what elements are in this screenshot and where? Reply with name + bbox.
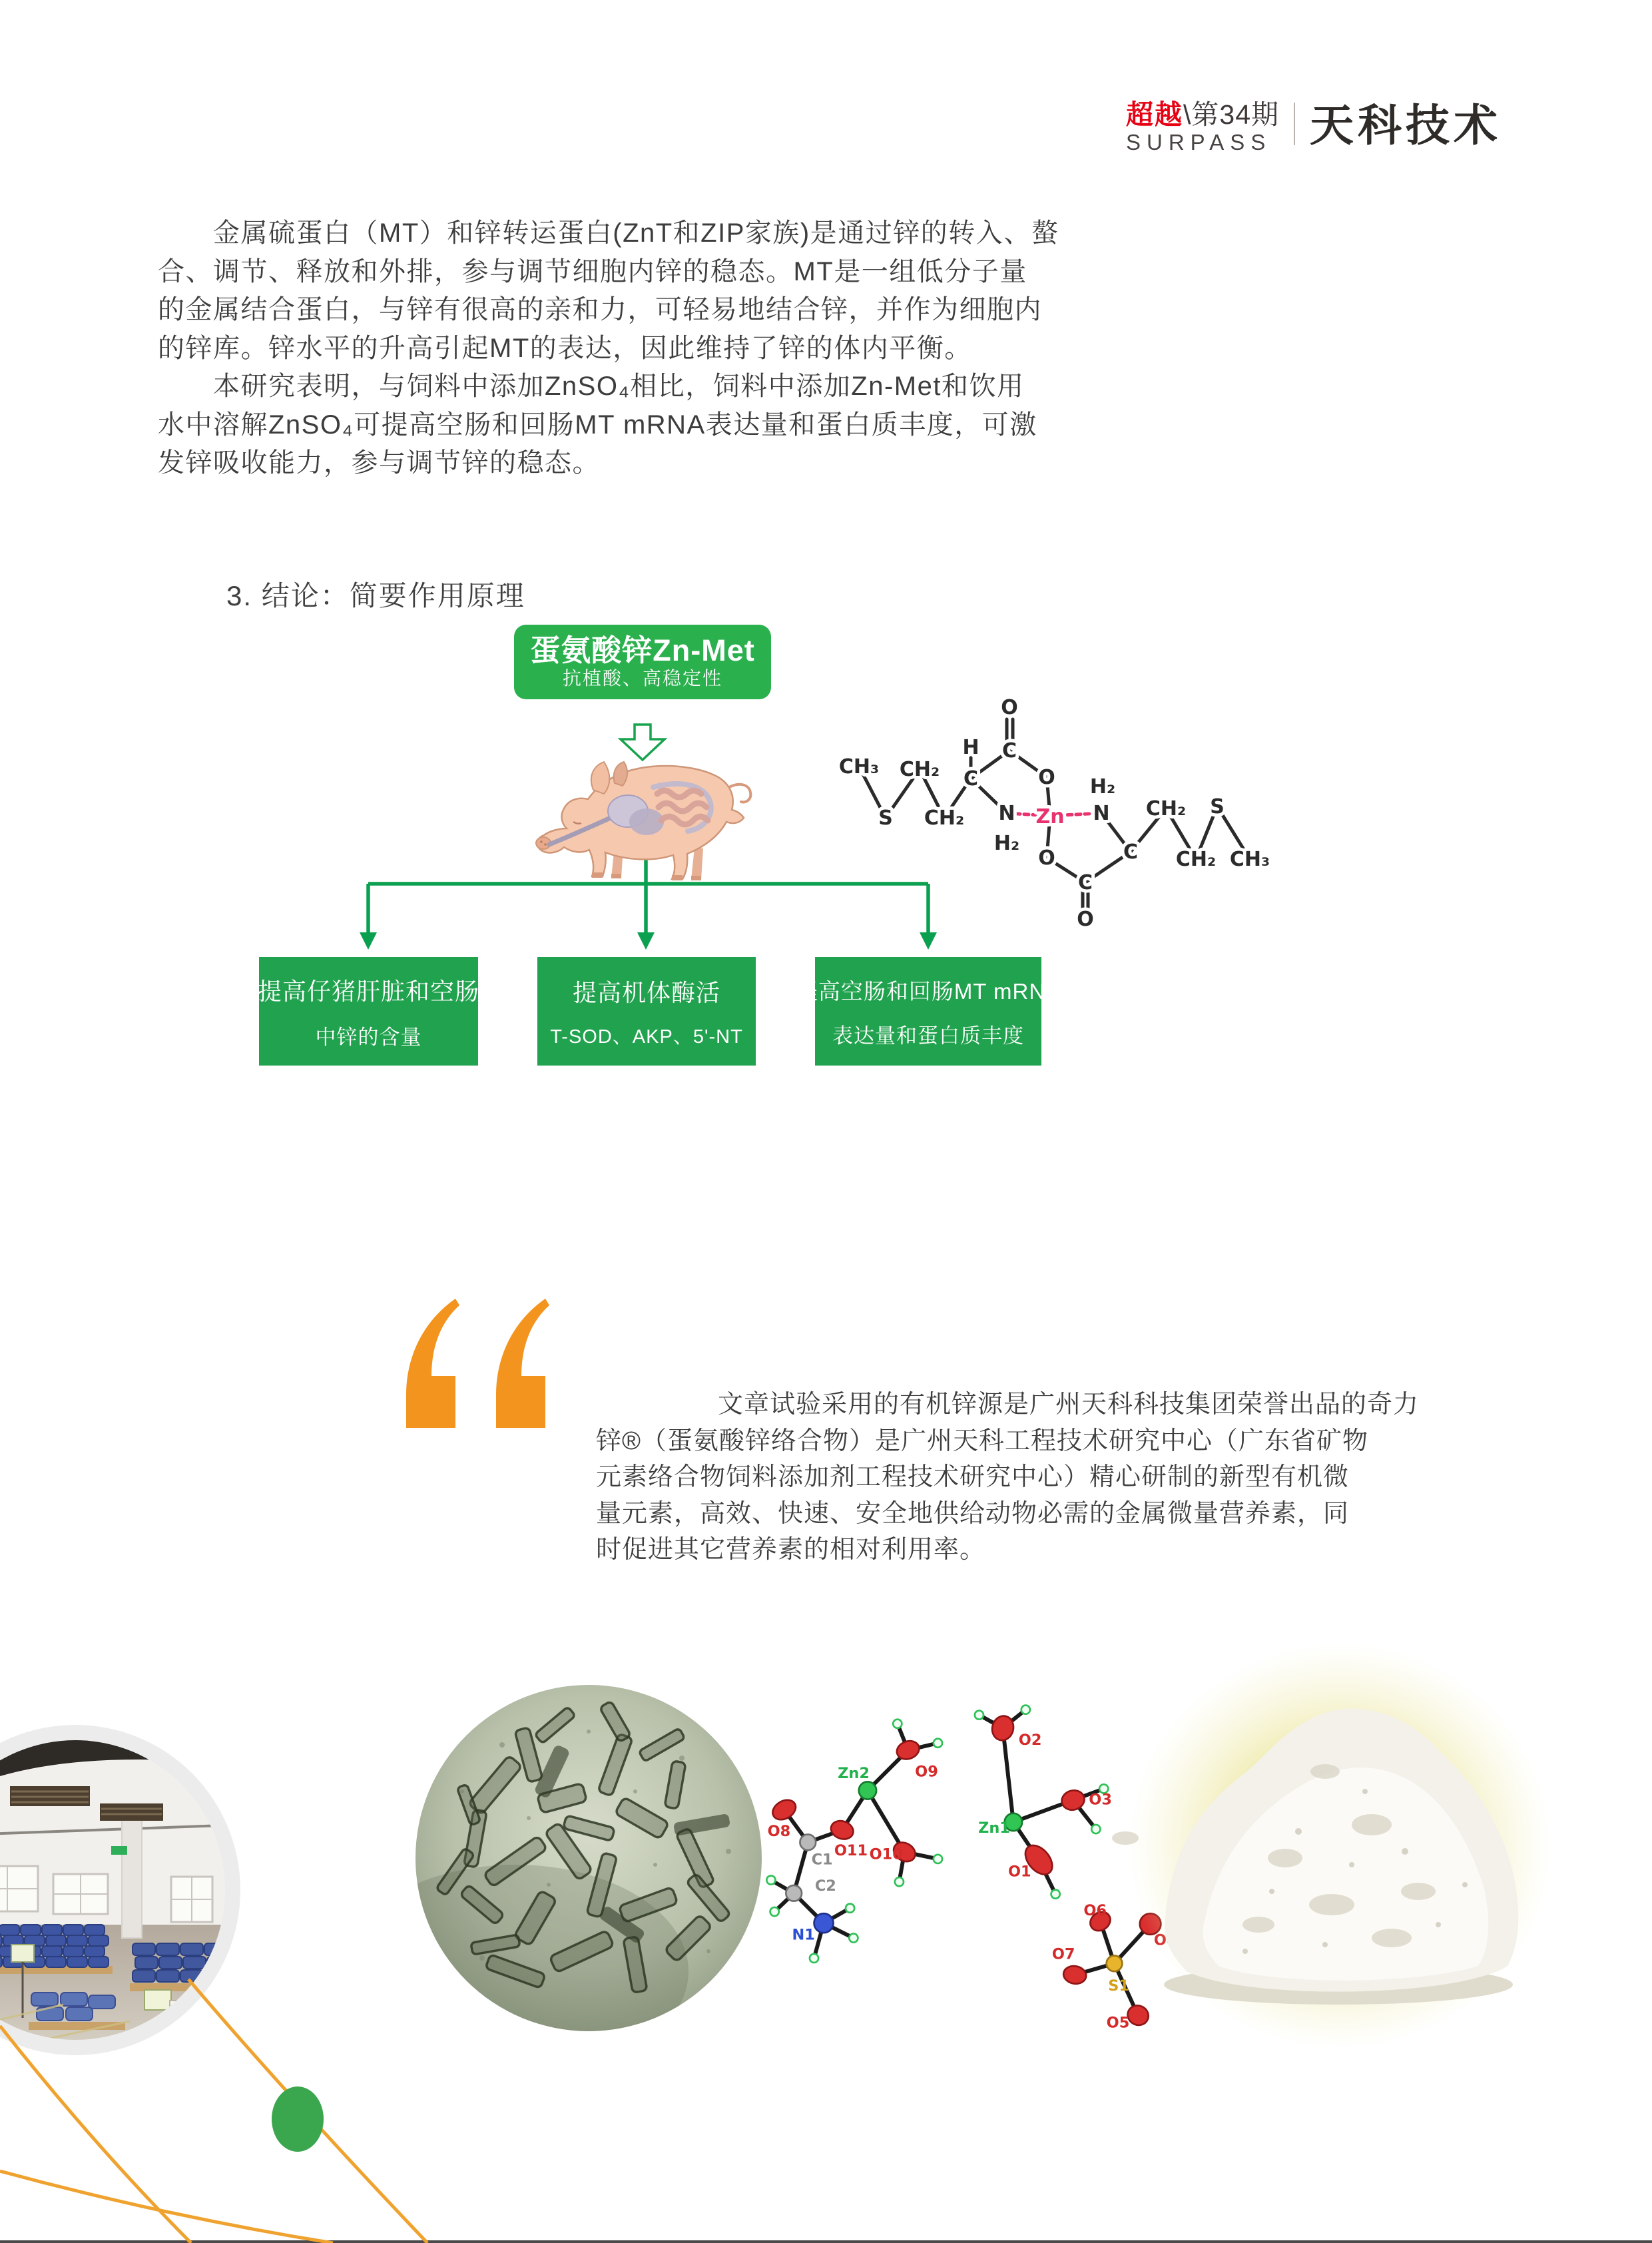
ortep-labels <box>768 1732 1177 2032</box>
svg-text:O2: O2 <box>1018 1731 1042 1749</box>
svg-text:O10: O10 <box>869 1845 903 1863</box>
paragraph-mt-intro <box>158 214 1063 368</box>
paragraph-line: 的金属结合蛋白，与锌有很高的亲和力，可轻易地结合锌，并作为细胞内 <box>158 295 1042 324</box>
quote-line: 量元素，高效、快速、安全地供给动物必需的金属微量营养素，同 <box>596 1499 1350 1528</box>
result-box-line: 表达量和蛋白质丰度 <box>832 1024 1024 1048</box>
paragraph-line: 水中溶解ZnSO₄可提高空肠和回肠MT mRNA表达量和蛋白质丰度，可激 <box>158 410 1037 440</box>
svg-text:H: H <box>962 736 979 759</box>
result-box-mt-mrna <box>795 957 1061 1066</box>
svg-text:H₂: H₂ <box>993 832 1020 855</box>
header-divider <box>1294 103 1295 145</box>
svg-text:O8: O8 <box>767 1823 791 1841</box>
section-heading-conclusion: 3. 结论：简要作用原理 <box>226 580 525 611</box>
result-box-line: 中锌的含量 <box>315 1025 422 1049</box>
quote-paragraph <box>596 1387 1420 1568</box>
ortep-crystal-structure <box>766 1688 1165 2075</box>
svg-text:C: C <box>1001 739 1017 763</box>
svg-text:N: N <box>998 802 1015 825</box>
paragraph-line: 的锌库。锌水平的升高引起MT的表达，因此维持了锌的体内平衡。 <box>158 333 972 363</box>
page-header <box>1126 100 1502 155</box>
svg-text:S1: S1 <box>1108 1977 1130 1995</box>
svg-text:O: O <box>1038 766 1055 789</box>
brand-name-en: SURPASS <box>1126 130 1272 155</box>
quote-line: 文章试验采用的有机锌源是广州天科科技集团荣誉出品的奇力 <box>718 1391 1420 1419</box>
brand-block <box>1126 100 1279 155</box>
quote-line: 元素络合物饲料添加剂工程技术研究中心）精心研制的新型有机微 <box>596 1463 1350 1491</box>
flow-source-title: 蛋氨酸锌Zn-Met <box>530 633 755 667</box>
svg-text:N: N <box>1093 802 1110 825</box>
quote-line: 时促进其它营养素的相对利用率。 <box>596 1536 986 1564</box>
piglet-digestive-illustration <box>529 747 762 888</box>
svg-text:C1: C1 <box>811 1851 833 1869</box>
svg-text:O: O <box>1038 846 1055 870</box>
svg-text:O5: O5 <box>1106 2014 1130 2032</box>
atom-labels <box>839 696 1270 931</box>
svg-text:Zn1: Zn1 <box>978 1819 1010 1837</box>
crystal-microscope-photo <box>415 1685 762 2031</box>
brand-name-cn: 超越 <box>1126 99 1183 130</box>
flow-source-subtitle: 抗植酸、高稳定性 <box>562 668 722 689</box>
flow-source-box <box>514 625 771 699</box>
svg-text:C2: C2 <box>814 1877 836 1895</box>
zn-met-structure-diagram <box>819 673 1285 939</box>
svg-text:CH₂: CH₂ <box>1175 848 1217 871</box>
svg-text:H₂: H₂ <box>1089 775 1116 799</box>
svg-text:CH₃: CH₃ <box>1229 848 1270 871</box>
brand-line <box>1126 100 1279 129</box>
svg-text:S: S <box>1210 795 1225 818</box>
issue-number: \第34期 <box>1183 99 1279 130</box>
powder-product-photo <box>1125 1638 1558 2065</box>
quote-line: 锌®（蛋氨酸锌络合物）是广州天科工程技术研究中心（广东省矿物 <box>596 1427 1369 1455</box>
svg-text:O11: O11 <box>834 1842 868 1860</box>
paragraph-line: 发锌吸收能力，参与调节锌的稳态。 <box>158 448 600 478</box>
svg-text:C: C <box>1077 871 1093 894</box>
svg-text:N1: N1 <box>792 1926 815 1944</box>
magazine-title: 天科技术 <box>1310 102 1502 151</box>
svg-text:C: C <box>963 767 979 791</box>
result-box-line: T-SOD、AKP、5'-NT <box>550 1026 743 1048</box>
result-box-liver-zinc <box>259 957 478 1066</box>
svg-text:C: C <box>1123 840 1139 864</box>
svg-text:Zn2: Zn2 <box>838 1765 870 1783</box>
result-box-enzyme-activity <box>537 957 756 1066</box>
svg-text:CH₂: CH₂ <box>1145 797 1187 820</box>
green-dot-decor <box>272 2086 324 2152</box>
paragraph-line: 合、调节、释放和外排，参与调节细胞内锌的稳态。MT是一组低分子量 <box>158 256 1027 286</box>
result-box-line: 提高机体酶活 <box>572 978 720 1006</box>
svg-text:O: O <box>1077 908 1094 931</box>
svg-text:O9: O9 <box>915 1763 938 1781</box>
paragraph-line: 本研究表明，与饲料中添加ZnSO₄相比，饲料中添加Zn-Met和饮用 <box>158 372 1025 401</box>
svg-text:CH₃: CH₃ <box>838 755 880 779</box>
svg-text:Zn: Zn <box>1035 805 1065 828</box>
svg-text:O: O <box>1001 696 1018 719</box>
result-box-line: 提高空肠和回肠MT mRNA <box>795 978 1061 1004</box>
svg-text:O6: O6 <box>1083 1901 1107 1919</box>
result-box-line: 提高仔猪肝脏和空肠 <box>258 977 480 1005</box>
svg-text:O7: O7 <box>1051 1945 1075 1963</box>
svg-text:O3: O3 <box>1089 1791 1112 1809</box>
svg-text:CH₂: CH₂ <box>924 806 965 830</box>
svg-text:O1: O1 <box>1007 1863 1031 1881</box>
svg-text:S: S <box>878 806 893 830</box>
paragraph-line: 金属硫蛋白（MT）和锌转运蛋白(ZnT和ZIP家族)是通过锌的转入、螯 <box>158 218 1059 248</box>
paragraph-study-result <box>158 368 1063 483</box>
svg-text:CH₂: CH₂ <box>899 758 940 781</box>
quote-mark-icon <box>398 1297 558 1429</box>
